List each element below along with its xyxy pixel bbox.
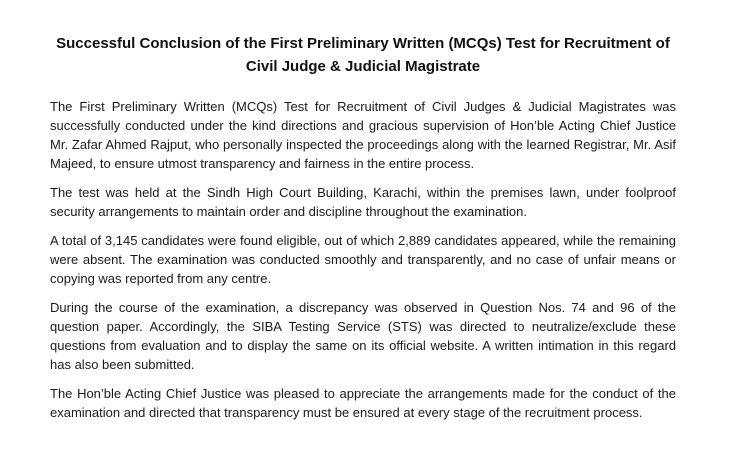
paragraph-supervision: The First Preliminary Written (MCQs) Test for Recruitment of Civil Judges & Judicial Magistrates was successfully conducted under the kind directions and gracious supervision of Hon’ble Acting Chief Justice Mr. Zafar Ahmed Rajput, who personally inspected the proceedings along with the learned Registrar, Mr. Asif Majeed, to ensure utmost transparency and fairness in the entire process. bbox=[50, 99, 676, 171]
document-title: Successful Conclusion of the First Preliminary Written (MCQs) Test for Recruitment of Civil Judge & Judicial Magistrate bbox=[56, 35, 670, 75]
paragraph-discrepancy: During the course of the examination, a discrepancy was observed in Question Nos. 74 and 96 of the question paper. Accordingly, the SIBA Testing Service (STS) was directed to neutralize/exclude these questions from evaluation and to display the same on its official website. A written intimation in this regard has also been submitted. bbox=[50, 300, 676, 372]
paragraph-attendance: A total of 3,145 candidates were found eligible, out of which 2,889 candidates appeared, while the remaining were absent. The examination was conducted smoothly and transparently, and no case of unfair means or copying was reported from any centre. bbox=[50, 233, 676, 286]
document-body bbox=[50, 97, 676, 422]
paragraph-appreciation: The Hon’ble Acting Chief Justice was pleased to appreciate the arrangements made for the conduct of the examination and directed that transparency must be ensured at every stage of the recruitment process. bbox=[50, 386, 676, 420]
paragraph-venue: The test was held at the Sindh High Court Building, Karachi, within the premises lawn, under foolproof security arrangements to maintain order and discipline throughout the examination. bbox=[50, 185, 676, 219]
